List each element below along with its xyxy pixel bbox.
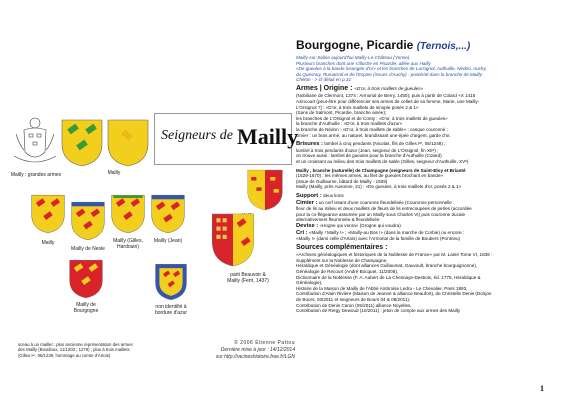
caption-mailly-1: Mailly (41, 240, 55, 246)
footer-credits (180, 340, 295, 361)
source-line: Supplément sur la Noblesse de Champagne, (296, 257, 388, 263)
title-main: Bourgogne, Picardie (296, 38, 414, 52)
armes-line: la branche de Nédon : «D'or, à trois maillets de sable» ; casque couronné ; (296, 127, 448, 133)
shield-mailly-gules (30, 193, 66, 235)
armes-line: la branche d'Authuille : «D'or, à trois maillets d'azur» (296, 121, 403, 127)
caption-mailly-gilles: Mailly (Gilles, Hardouin) (113, 238, 143, 250)
source-line: Généalogie), (296, 280, 323, 286)
support-section: Support : deux lions Cimier : un cerf issant d'une couronne fleurdelisée (Couronne personnelle : fleur de lis au milieu et deux maillets de fleurs de lis entrecoupées de perles (accordée pour la co-flégeance assumée par un Mailly sous Charles VI) puis couronne ducale alternativement fleuronnée & fleurdelisée Devise : «Hogne qui vonra» (Grogne qui voudra) Cri : «Mailly ! Mailly !» ; «Mailly-au Bos !» (dans la marche de Corbie) ou encore : «Mailly !» (dans celle d'Artois) avec l'Armorial de la famille de Boubers (Pontrieu) (296, 193, 558, 242)
armes-line: les branches de L'Orsignol et de Conty : «D'or, à trois maillets de gueules» (296, 115, 448, 121)
shield-mailly-gilles (110, 193, 146, 235)
caption-beauvoir: parti Beauvoir & Mailly (Ferri, 1437) (227, 272, 269, 284)
cimier-line: alternativement fleuronnée & fleurdelisée (296, 217, 380, 223)
cimier-line: pour la co-flégeance assumée par un Mailly sous Charles VI) puis couronne ducale (296, 211, 466, 217)
branche-line: Mailly (Mailly, près Ausonne, 21) : «De gueules, à trois maillets d'or, posés 2 & 1» (296, 184, 462, 190)
caption-non-identifie: non identifié à bordure d'azur (154, 304, 188, 316)
copyright: © 2006 Étienne Pattou (234, 340, 295, 346)
intro-line: Mailly-sur-Saline aujourd'hui Mailly-Le-Château (Yonne) (296, 55, 410, 60)
branche-line: (issue de Guillaume, bâtard de Mailly - 1508) (296, 178, 388, 184)
footer-note: sceau à un maillet : plus ancienne représentation des armes (18, 342, 133, 347)
branche-line: Mailly , branche (naturelle) de Champagne (seigneurs de Saint-Eloy et Brianté (296, 167, 466, 173)
mailly-name: Mailly (237, 124, 299, 149)
source-line: Contribution de Reïgy Dewoud (10/2011) : jeton de compte aux armes des Mailly (296, 308, 461, 314)
caption-mailly-bourgogne: Mailly de Bourgogne (73, 302, 99, 314)
source-line: Contribution de Denis Caron (05/2011) alliance Noyelles, (296, 302, 412, 308)
intro-block (296, 55, 558, 83)
shield-hailly (246, 168, 284, 212)
intro-line: du Quesnoy, Rumaisnil et de l'Espine (issues d'Auchy) - postérité dans la branche de Mailly- (296, 71, 484, 77)
shield-mailly-bande (106, 118, 150, 168)
shield-non-identifie (154, 262, 188, 302)
source-line: Dictionnaire de la Noblesse (F. A. Aubert de La Chesnaye-Desbois, éd. 1775, Héraldique & (296, 274, 481, 280)
armes-line: Azincourt (peut-être pour différencier ses armes de celles de sa femme, Marie, une Mailly- (296, 99, 480, 105)
seigneurs-panel (154, 113, 299, 165)
source-line: Histoire de la Maison de Mailly de l'Abbé Ambroise Ledru - Le Chevalier, Paris 1893, (296, 285, 468, 291)
intro-line: Chélon - > cf détail en p.31 (296, 77, 352, 83)
branches-section (296, 168, 558, 190)
brisures-line: on trouve aussi : lambel de gueules pour la branche d'Authuille (Colard) (296, 153, 442, 159)
brisures-line: et un croissant au milieu des trois maillets de sable (Gilles, seigneur d'Authuille, XVᵉ) (296, 159, 469, 164)
shield-mailly-jean (150, 193, 186, 235)
shield-mailly-bourgogne (68, 258, 104, 300)
footer-left-notes (18, 342, 178, 358)
caption-mailly-jean: Mailly (Jean) (153, 238, 183, 244)
sources-heading: Sources complémentaires : (296, 243, 388, 251)
armes-heading: Armes | Origine : «D'or, à trois maillets de gueules» (296, 84, 424, 92)
shield-beauvoir-mailly (210, 212, 256, 268)
shield-mailly-sinople (60, 118, 104, 168)
armes-section (296, 85, 558, 138)
intro-line: Plusieurs branches dont une s'illustre en Picardie, alliée aux Hailly (296, 60, 431, 66)
seigneurs-label: Seigneurs de (161, 128, 233, 143)
source-line: de Bours, 03/2011 et seigneurs de Bours 04 & 08/2011), (296, 296, 411, 302)
brisures-heading: Brisures : (296, 141, 324, 148)
caption-mailly: Mailly (107, 170, 121, 176)
armes-line: (Sans de Salmont, Picardie, branche ainée); (296, 110, 387, 116)
text-column (296, 38, 558, 314)
intro-line: «De gueules à la bande losangée d'or» et les branches de Lorsignol, Authuille, Nédon, Auchy, (296, 66, 487, 72)
armes-line: cimier : un bras armé, au naturel, brandissant une épée d'argent, garde d'or. (296, 132, 451, 138)
cimier-line: fleur de lis au milieu et deux maillets de fleurs de lis entrecoupées de perles (accordée (296, 206, 472, 212)
armes-line: (Nobiliaire de Clermont, 1374 ; Armorial de Berry, 1450); puis à partir de Colard +X 1415 (296, 93, 476, 99)
site-link[interactable]: sur http://racineshistoire.free.fr/LGN (215, 354, 295, 360)
source-line: Contribution d'Alain Rivière (Maison de Jeanne & alliance Beaufort), de Christelle Denis (Donjon (296, 291, 492, 297)
grandes-armes-drawing (12, 116, 58, 170)
sources-section (296, 244, 558, 314)
brisures-section (296, 141, 558, 164)
source-line: Héraldique et Généalogie (dont alliances Guillaumat, Gauvoult, branche bourguignonne), (296, 263, 478, 269)
footer-note: (Gilles Iᵉʳ, 05/1239, hommage au comte d'Artois) (18, 352, 111, 358)
cri-line: «Mailly !» (dans celle d'Artois) avec l'Armorial de la famille de Boubers (Pontrieu) (296, 236, 461, 242)
updated: Dernière mise à jour : 14/12/2014 (220, 347, 295, 353)
brisures-line: lambel à cinq pendants (Nicolas, fils de Gilles Iᵉʳ, 05/1248) ; (324, 141, 446, 147)
shield-mailly-nesle (70, 200, 106, 242)
page-number: 1 (540, 384, 544, 393)
caption-mailly-grandes: Mailly : grandes armes (10, 172, 62, 178)
source-line: «Archives généalogiques et historiques de la Noblesse de France» par M. Lainé Tome VI, 1839 : (296, 252, 493, 258)
page-title (296, 38, 558, 54)
title-sub: (Ternois,...) (416, 41, 471, 52)
armes-line: L'Orsignol ?) : «D'or, à trois maillets de sinople posés 2 & 1» (296, 104, 419, 110)
source-line: Généalogie de Recourt (André Bocquet, 11/2008), (296, 269, 399, 274)
caption-mailly-nesle: Mailly de Nesle (71, 246, 105, 252)
brisures-line: lambel à trois pendants d'azur (Jean, seigneur de L'Orsignol, fin XIIᵉ) ; (296, 147, 439, 153)
branche-line: (1529-1670) : les mêmes armes, au filet de gueules brochant en bande» (296, 173, 444, 179)
footer-note: des Mailly (Boutiloux, 11/1203 ; 1279) ; plus à trois maillets (18, 347, 130, 353)
